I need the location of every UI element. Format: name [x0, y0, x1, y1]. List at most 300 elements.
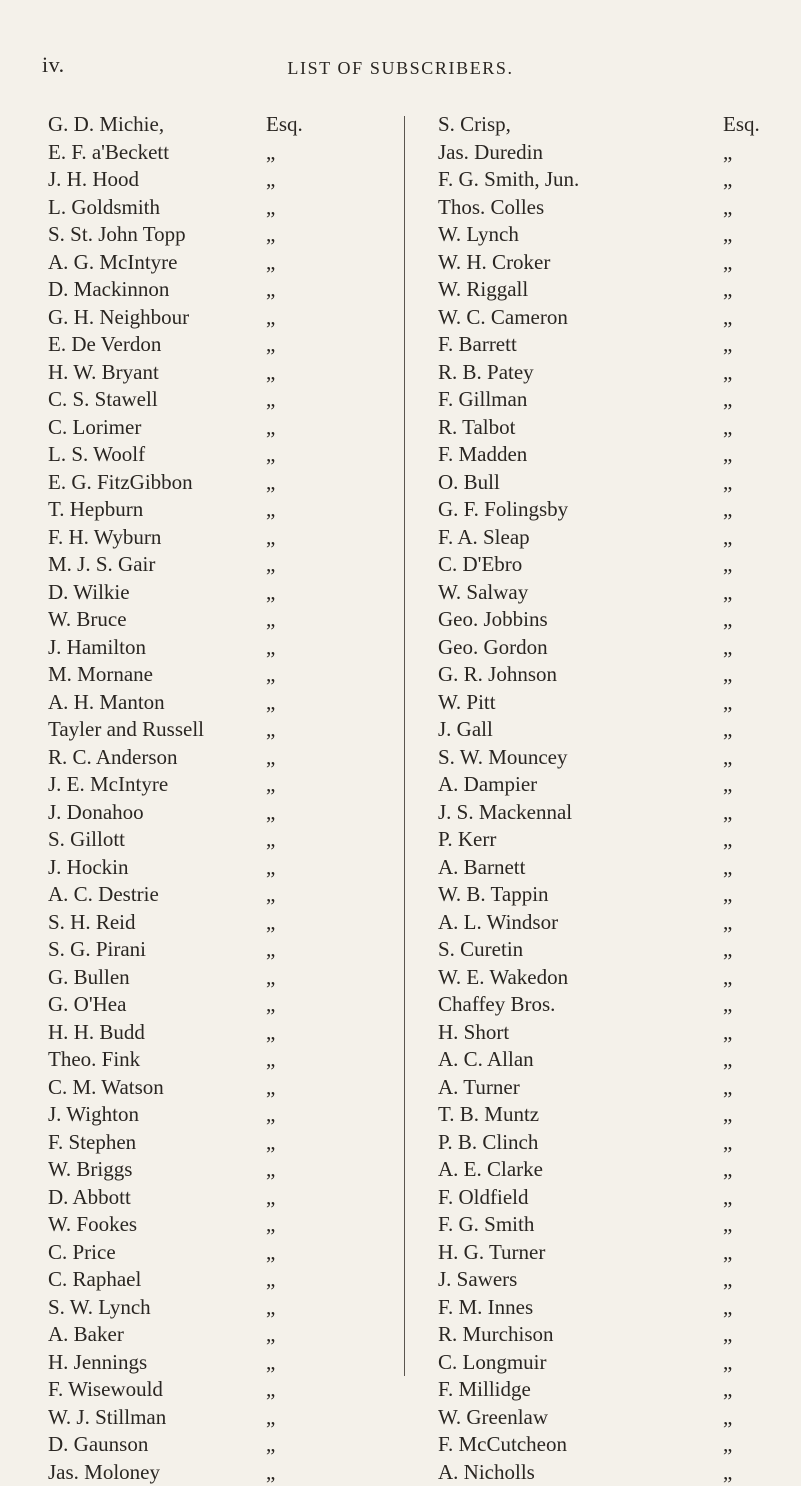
subscriber-entry [48, 991, 384, 1019]
subscriber-title: „ [266, 579, 275, 607]
subscriber-name: S. G. Pirani [48, 936, 146, 964]
subscriber-title: Esq. [723, 111, 760, 139]
subscriber-entry [48, 469, 384, 497]
subscriber-entry [438, 441, 772, 469]
subscriber-title: „ [723, 221, 732, 249]
subscriber-entry [48, 1074, 384, 1102]
subscriber-title: „ [723, 386, 732, 414]
subscriber-name: Tayler and Russell [48, 716, 204, 744]
subscriber-title: „ [266, 1266, 275, 1294]
subscriber-name: W. Briggs [48, 1156, 132, 1184]
subscriber-entry [48, 716, 384, 744]
subscriber-entry [438, 221, 772, 249]
subscriber-title: „ [723, 634, 732, 662]
subscriber-title: „ [266, 1074, 275, 1102]
subscriber-title: „ [723, 771, 732, 799]
subscriber-entry [48, 414, 384, 442]
subscriber-entry [438, 909, 772, 937]
subscriber-name: F. G. Smith, Jun. [438, 166, 579, 194]
subscriber-entry [438, 1376, 772, 1404]
subscriber-name: S. W. Lynch [48, 1294, 151, 1322]
subscriber-title: „ [723, 689, 732, 717]
subscriber-entry [48, 1211, 384, 1239]
subscriber-name: Geo. Gordon [438, 634, 548, 662]
subscriber-entry [48, 936, 384, 964]
subscriber-name: A. Barnett [438, 854, 525, 882]
subscriber-entry [438, 1184, 772, 1212]
subscriber-title: „ [723, 661, 732, 689]
subscriber-title: „ [266, 661, 275, 689]
subscriber-name: Geo. Jobbins [438, 606, 548, 634]
subscriber-name: H. W. Bryant [48, 359, 159, 387]
subscriber-name: F. H. Wyburn [48, 524, 161, 552]
subscriber-title: „ [723, 1019, 732, 1047]
subscriber-name: J. H. Hood [48, 166, 139, 194]
subscriber-entry [48, 194, 384, 222]
subscriber-title: „ [266, 1349, 275, 1377]
subscriber-entry [438, 1046, 772, 1074]
subscriber-title: „ [723, 304, 732, 332]
subscriber-entry [438, 249, 772, 277]
subscriber-title: „ [723, 826, 732, 854]
subscriber-name: Theo. Fink [48, 1046, 140, 1074]
subscriber-entry [438, 304, 772, 332]
subscriber-title: „ [723, 991, 732, 1019]
subscriber-name: G. H. Neighbour [48, 304, 189, 332]
subscriber-name: D. Gaunson [48, 1431, 148, 1459]
subscriber-entry [438, 524, 772, 552]
subscriber-title: „ [266, 331, 275, 359]
subscriber-title: „ [266, 276, 275, 304]
subscriber-title: „ [266, 771, 275, 799]
subscriber-name: L. Goldsmith [48, 194, 160, 222]
subscriber-name: O. Bull [438, 469, 500, 497]
subscriber-name: J. Gall [438, 716, 493, 744]
subscriber-entry [438, 551, 772, 579]
subscriber-title: „ [266, 799, 275, 827]
subscriber-entry [48, 1019, 384, 1047]
subscriber-name: A. Nicholls [438, 1459, 535, 1486]
subscriber-title: „ [723, 414, 732, 442]
subscriber-entry [438, 579, 772, 607]
subscriber-title: „ [266, 1294, 275, 1322]
subscriber-title: „ [723, 799, 732, 827]
subscriber-entry [48, 1459, 384, 1486]
subscriber-entry [48, 1266, 384, 1294]
running-title: LIST OF SUBSCRIBERS. [0, 58, 801, 79]
subscriber-name: A. G. McIntyre [48, 249, 177, 277]
subscriber-entry [48, 771, 384, 799]
subscriber-entry [438, 139, 772, 167]
subscriber-entry [48, 1294, 384, 1322]
subscriber-title: „ [723, 1211, 732, 1239]
subscriber-title: „ [266, 854, 275, 882]
subscriber-entry [48, 881, 384, 909]
subscriber-entry [48, 1156, 384, 1184]
subscriber-title: „ [266, 1459, 275, 1486]
subscriber-entry [48, 221, 384, 249]
subscriber-name: M. J. S. Gair [48, 551, 155, 579]
column-divider [404, 116, 405, 1376]
subscriber-name: E. De Verdon [48, 331, 161, 359]
subscriber-name: A. E. Clarke [438, 1156, 543, 1184]
subscriber-name: G. D. Michie, [48, 111, 164, 139]
subscriber-name: D. Wilkie [48, 579, 130, 607]
subscriber-entry [438, 1074, 772, 1102]
subscriber-title: „ [723, 1404, 732, 1432]
subscriber-entry [438, 1349, 772, 1377]
subscriber-title: „ [266, 1129, 275, 1157]
subscriber-name: F. Madden [438, 441, 527, 469]
subscriber-entry [438, 744, 772, 772]
subscriber-name: H. Short [438, 1019, 509, 1047]
subscriber-title: „ [723, 1376, 732, 1404]
subscriber-title: „ [266, 1431, 275, 1459]
subscriber-title: „ [723, 359, 732, 387]
subscriber-entry [438, 689, 772, 717]
subscriber-entry [438, 1404, 772, 1432]
subscriber-title: „ [266, 634, 275, 662]
subscriber-name: W. Salway [438, 579, 528, 607]
subscriber-name: A. H. Manton [48, 689, 165, 717]
subscriber-name: H. H. Budd [48, 1019, 145, 1047]
subscriber-name: R. C. Anderson [48, 744, 178, 772]
subscriber-entry [438, 991, 772, 1019]
subscriber-entry [48, 249, 384, 277]
subscriber-name: C. D'Ebro [438, 551, 522, 579]
subscriber-title: „ [266, 936, 275, 964]
subscriber-name: R. B. Patey [438, 359, 534, 387]
subscriber-title: „ [723, 1046, 732, 1074]
subscriber-title: „ [723, 139, 732, 167]
subscriber-name: F. Oldfield [438, 1184, 528, 1212]
subscriber-entry [438, 496, 772, 524]
subscriber-name: J. S. Mackennal [438, 799, 572, 827]
subscriber-name: R. Talbot [438, 414, 515, 442]
subscriber-name: M. Mornane [48, 661, 153, 689]
subscriber-title: „ [266, 606, 275, 634]
subscriber-entry [48, 826, 384, 854]
subscriber-entry [48, 441, 384, 469]
subscriber-name: W. J. Stillman [48, 1404, 166, 1432]
subscriber-title: „ [266, 359, 275, 387]
subscriber-entry [438, 1211, 772, 1239]
subscriber-title: „ [266, 166, 275, 194]
subscriber-entry [48, 909, 384, 937]
subscriber-title: „ [266, 496, 275, 524]
subscriber-title: „ [723, 1321, 732, 1349]
subscriber-name: C. Price [48, 1239, 116, 1267]
subscriber-entry [48, 606, 384, 634]
subscriber-entry [438, 606, 772, 634]
subscriber-entry [48, 1129, 384, 1157]
subscriber-name: F. Barrett [438, 331, 517, 359]
subscriber-title: „ [266, 441, 275, 469]
subscriber-name: G. Bullen [48, 964, 130, 992]
subscriber-entry [48, 331, 384, 359]
subscriber-title: „ [723, 716, 732, 744]
subscriber-name: A. C. Destrie [48, 881, 159, 909]
subscriber-entry [438, 1156, 772, 1184]
subscriber-title: „ [266, 386, 275, 414]
subscriber-entry [438, 331, 772, 359]
subscriber-name: S. Gillott [48, 826, 125, 854]
subscriber-entry [48, 276, 384, 304]
subscriber-name: J. Sawers [438, 1266, 517, 1294]
subscriber-name: A. Turner [438, 1074, 520, 1102]
subscriber-name: S. Crisp, [438, 111, 511, 139]
subscriber-name: Jas. Duredin [438, 139, 543, 167]
subscriber-entry [438, 359, 772, 387]
subscriber-entry [48, 1321, 384, 1349]
subscriber-name: P. B. Clinch [438, 1129, 538, 1157]
subscriber-name: W. Riggall [438, 276, 528, 304]
subscriber-name: Chaffey Bros. [438, 991, 555, 1019]
subscriber-entry [48, 1404, 384, 1432]
subscriber-entry [438, 1101, 772, 1129]
subscriber-title: „ [266, 744, 275, 772]
subscriber-title: „ [723, 194, 732, 222]
subscriber-entry [48, 854, 384, 882]
subscriber-title: „ [266, 689, 275, 717]
subscriber-entry [438, 854, 772, 882]
subscriber-name: T. Hepburn [48, 496, 143, 524]
subscriber-title: „ [266, 1184, 275, 1212]
subscriber-entry [48, 1046, 384, 1074]
subscriber-name: H. Jennings [48, 1349, 147, 1377]
subscriber-name: J. Donahoo [48, 799, 144, 827]
subscriber-title: „ [266, 991, 275, 1019]
subscriber-entry [438, 1431, 772, 1459]
subscriber-entry [438, 661, 772, 689]
subscriber-name: C. S. Stawell [48, 386, 158, 414]
subscriber-column-right [438, 111, 772, 1486]
subscriber-entry [48, 579, 384, 607]
subscriber-title: „ [723, 1129, 732, 1157]
subscriber-name: W. Pitt [438, 689, 496, 717]
subscriber-entry [438, 386, 772, 414]
subscriber-entry [438, 1239, 772, 1267]
subscriber-title: Esq. [266, 111, 303, 139]
subscriber-title: „ [266, 469, 275, 497]
subscriber-entry [438, 469, 772, 497]
subscriber-title: „ [266, 304, 275, 332]
subscriber-entry [48, 689, 384, 717]
subscriber-entry [438, 964, 772, 992]
subscriber-entry [438, 414, 772, 442]
subscriber-entry [48, 496, 384, 524]
subscriber-entry [48, 1239, 384, 1267]
subscriber-name: F. Wisewould [48, 1376, 163, 1404]
subscriber-name: Thos. Colles [438, 194, 544, 222]
subscriber-title: „ [266, 194, 275, 222]
subscriber-name: J. Wighton [48, 1101, 139, 1129]
subscriber-entry [438, 194, 772, 222]
subscriber-name: G. R. Johnson [438, 661, 557, 689]
subscriber-name: F. G. Smith [438, 1211, 534, 1239]
subscriber-name: W. Lynch [438, 221, 519, 249]
subscriber-entry [48, 551, 384, 579]
subscriber-entry [48, 139, 384, 167]
subscriber-name: A. Dampier [438, 771, 537, 799]
subscriber-name: H. G. Turner [438, 1239, 545, 1267]
subscriber-entry [48, 744, 384, 772]
subscriber-title: „ [723, 1074, 732, 1102]
subscriber-entry [48, 359, 384, 387]
subscriber-name: J. E. McIntyre [48, 771, 168, 799]
subscriber-entry [438, 1321, 772, 1349]
subscriber-title: „ [723, 469, 732, 497]
subscriber-title: „ [266, 909, 275, 937]
subscriber-entry [438, 166, 772, 194]
subscriber-name: Jas. Moloney [48, 1459, 160, 1486]
subscriber-name: G. O'Hea [48, 991, 126, 1019]
subscriber-title: „ [723, 854, 732, 882]
subscriber-name: S. St. John Topp [48, 221, 186, 249]
subscriber-title: „ [723, 744, 732, 772]
subscriber-name: F. A. Sleap [438, 524, 530, 552]
subscriber-title: „ [266, 221, 275, 249]
subscriber-entry [438, 1459, 772, 1486]
subscriber-title: „ [723, 936, 732, 964]
subscriber-name: S. W. Mouncey [438, 744, 568, 772]
subscriber-entry [48, 1101, 384, 1129]
subscriber-title: „ [723, 1294, 732, 1322]
subscriber-title: „ [266, 1156, 275, 1184]
subscriber-entry [48, 1349, 384, 1377]
subscriber-title: „ [266, 1376, 275, 1404]
subscriber-title: „ [723, 1266, 732, 1294]
subscriber-entry [48, 1184, 384, 1212]
page-number: iv. [42, 52, 65, 78]
subscriber-entry [438, 881, 772, 909]
subscriber-title: „ [723, 579, 732, 607]
subscriber-name: W. C. Cameron [438, 304, 568, 332]
subscriber-entry [48, 386, 384, 414]
subscriber-entry [48, 111, 384, 139]
subscriber-entry [48, 304, 384, 332]
subscriber-title: „ [723, 1349, 732, 1377]
subscriber-name: T. B. Muntz [438, 1101, 539, 1129]
subscriber-entry [48, 661, 384, 689]
subscriber-title: „ [723, 524, 732, 552]
subscriber-name: J. Hockin [48, 854, 129, 882]
subscriber-name: D. Abbott [48, 1184, 131, 1212]
subscriber-title: „ [266, 249, 275, 277]
subscriber-title: „ [723, 1459, 732, 1486]
subscriber-name: F. M. Innes [438, 1294, 533, 1322]
subscriber-name: W. Fookes [48, 1211, 137, 1239]
subscriber-title: „ [723, 1156, 732, 1184]
subscriber-title: „ [723, 249, 732, 277]
subscriber-title: „ [266, 414, 275, 442]
page-header [0, 52, 801, 82]
subscriber-entry [438, 1019, 772, 1047]
subscriber-name: J. Hamilton [48, 634, 146, 662]
subscriber-name: G. F. Folingsby [438, 496, 568, 524]
subscriber-title: „ [723, 964, 732, 992]
subscriber-entry [48, 166, 384, 194]
subscriber-entry [48, 1376, 384, 1404]
subscriber-entry [48, 634, 384, 662]
subscriber-entry [48, 1431, 384, 1459]
subscriber-title: „ [266, 1321, 275, 1349]
subscriber-name: R. Murchison [438, 1321, 554, 1349]
subscriber-name: F. Millidge [438, 1376, 531, 1404]
subscriber-name: F. Stephen [48, 1129, 136, 1157]
subscriber-entry [438, 799, 772, 827]
subscriber-name: P. Kerr [438, 826, 496, 854]
subscriber-title: „ [723, 1431, 732, 1459]
subscriber-name: D. Mackinnon [48, 276, 169, 304]
subscriber-entry [438, 936, 772, 964]
subscriber-title: „ [266, 1239, 275, 1267]
subscriber-title: „ [266, 881, 275, 909]
subscriber-title: „ [723, 606, 732, 634]
subscriber-title: „ [723, 441, 732, 469]
subscriber-entry [48, 799, 384, 827]
subscriber-name: C. M. Watson [48, 1074, 164, 1102]
subscriber-column-left [48, 111, 384, 1486]
subscriber-entry [438, 634, 772, 662]
subscriber-name: E. F. a'Beckett [48, 139, 169, 167]
subscriber-name: W. Greenlaw [438, 1404, 548, 1432]
subscriber-title: „ [266, 524, 275, 552]
subscriber-title: „ [266, 1019, 275, 1047]
subscriber-name: S. H. Reid [48, 909, 136, 937]
subscriber-entry [438, 771, 772, 799]
subscriber-title: „ [723, 331, 732, 359]
subscriber-entry [438, 1266, 772, 1294]
subscriber-title: „ [723, 1101, 732, 1129]
subscriber-title: „ [723, 551, 732, 579]
subscriber-title: „ [266, 1211, 275, 1239]
subscriber-title: „ [266, 1101, 275, 1129]
subscriber-title: „ [723, 496, 732, 524]
subscriber-title: „ [723, 881, 732, 909]
subscriber-entry [48, 524, 384, 552]
subscriber-name: W. Bruce [48, 606, 127, 634]
subscriber-name: W. H. Croker [438, 249, 550, 277]
subscriber-name: A. C. Allan [438, 1046, 534, 1074]
subscriber-title: „ [723, 276, 732, 304]
subscriber-name: E. G. FitzGibbon [48, 469, 193, 497]
subscriber-entry [438, 111, 772, 139]
subscriber-name: F. McCutcheon [438, 1431, 567, 1459]
subscriber-name: C. Longmuir [438, 1349, 547, 1377]
subscriber-name: A. L. Windsor [438, 909, 558, 937]
subscriber-entry [48, 964, 384, 992]
subscriber-title: „ [266, 1404, 275, 1432]
subscriber-name: C. Raphael [48, 1266, 141, 1294]
subscriber-title: „ [266, 716, 275, 744]
subscriber-title: „ [266, 139, 275, 167]
subscriber-title: „ [723, 1239, 732, 1267]
subscriber-title: „ [723, 166, 732, 194]
subscriber-name: C. Lorimer [48, 414, 141, 442]
subscriber-name: F. Gillman [438, 386, 527, 414]
subscriber-entry [438, 1294, 772, 1322]
subscriber-entry [438, 716, 772, 744]
subscriber-title: „ [266, 1046, 275, 1074]
subscriber-name: W. E. Wakedon [438, 964, 568, 992]
subscriber-title: „ [723, 1184, 732, 1212]
subscriber-title: „ [723, 909, 732, 937]
subscriber-title: „ [266, 826, 275, 854]
subscriber-title: „ [266, 551, 275, 579]
subscriber-name: L. S. Woolf [48, 441, 145, 469]
subscriber-entry [438, 826, 772, 854]
